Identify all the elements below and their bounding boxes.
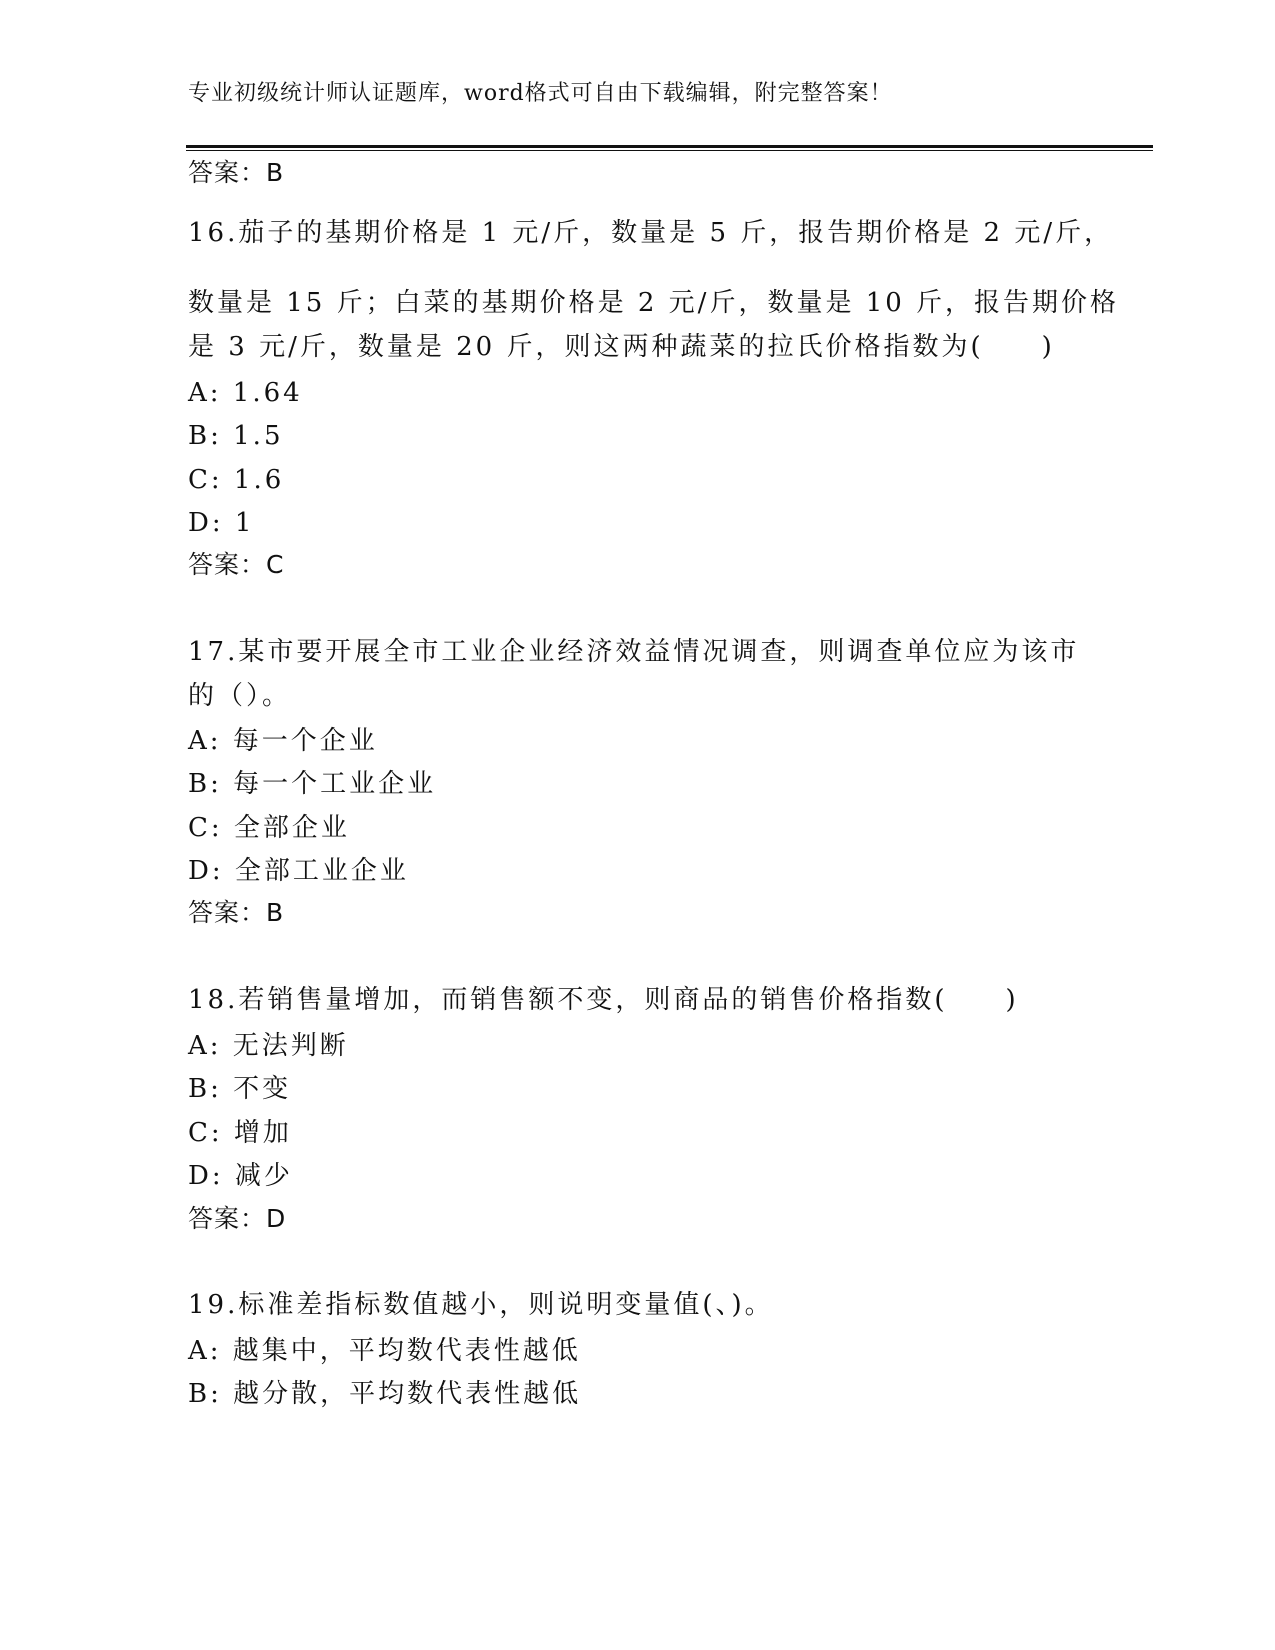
question-16-option-a: A: 1.64 xyxy=(188,378,303,408)
question-16-line-2: 数量是 15 斤；白菜的基期价格是 2 元/斤，数量是 10 斤，报告期价格 xyxy=(188,288,1120,318)
question-17-option-c: C: 全部企业 xyxy=(188,813,350,843)
question-16-line-1: 16.茄子的基期价格是 1 元/斤，数量是 5 斤，报告期价格是 2 元/斤， xyxy=(188,218,1114,248)
question-18-option-d: D: 减少 xyxy=(188,1161,293,1191)
question-17-line-2: 的（）。 xyxy=(188,681,292,711)
question-18-option-c: C: 增加 xyxy=(188,1118,292,1148)
question-16-line-3: 是 3 元/斤，数量是 20 斤，则这两种蔬菜的拉氏价格指数为( ) xyxy=(188,332,1055,362)
question-19-option-b: B: 越分散，平均数代表性越低 xyxy=(188,1379,582,1409)
question-16-option-d: D: 1 xyxy=(188,508,255,538)
question-16-option-c: C: 1.6 xyxy=(188,465,285,495)
question-16-option-b: B: 1.5 xyxy=(188,421,284,451)
page-header: 专业初级统计师认证题库，word格式可自由下载编辑，附完整答案！ xyxy=(188,81,893,106)
header-rule-thin xyxy=(186,150,1153,151)
answer-15: 答案：B xyxy=(188,158,285,187)
question-18-option-b: B: 不变 xyxy=(188,1074,292,1104)
question-17-option-a: A: 每一个企业 xyxy=(188,726,378,756)
question-17-line-1: 17.某市要开展全市工业企业经济效益情况调查，则调查单位应为该市 xyxy=(188,637,1080,667)
question-18-line-1: 18.若销售量增加，而销售额不变，则商品的销售价格指数( ) xyxy=(188,985,1019,1015)
header-rule-thick xyxy=(186,145,1153,148)
question-19-option-a: A: 越集中，平均数代表性越低 xyxy=(188,1336,581,1366)
question-18-option-a: A: 无法判断 xyxy=(188,1031,349,1061)
question-17-answer: 答案：B xyxy=(188,898,285,927)
question-18-answer: 答案：D xyxy=(188,1204,287,1233)
question-16-answer: 答案：C xyxy=(188,550,285,579)
question-19-line-1: 19.标准差指标数值越小，则说明变量值(、)。 xyxy=(188,1290,774,1320)
question-17-option-d: D: 全部工业企业 xyxy=(188,856,409,886)
question-17-option-b: B: 每一个工业企业 xyxy=(188,769,437,799)
